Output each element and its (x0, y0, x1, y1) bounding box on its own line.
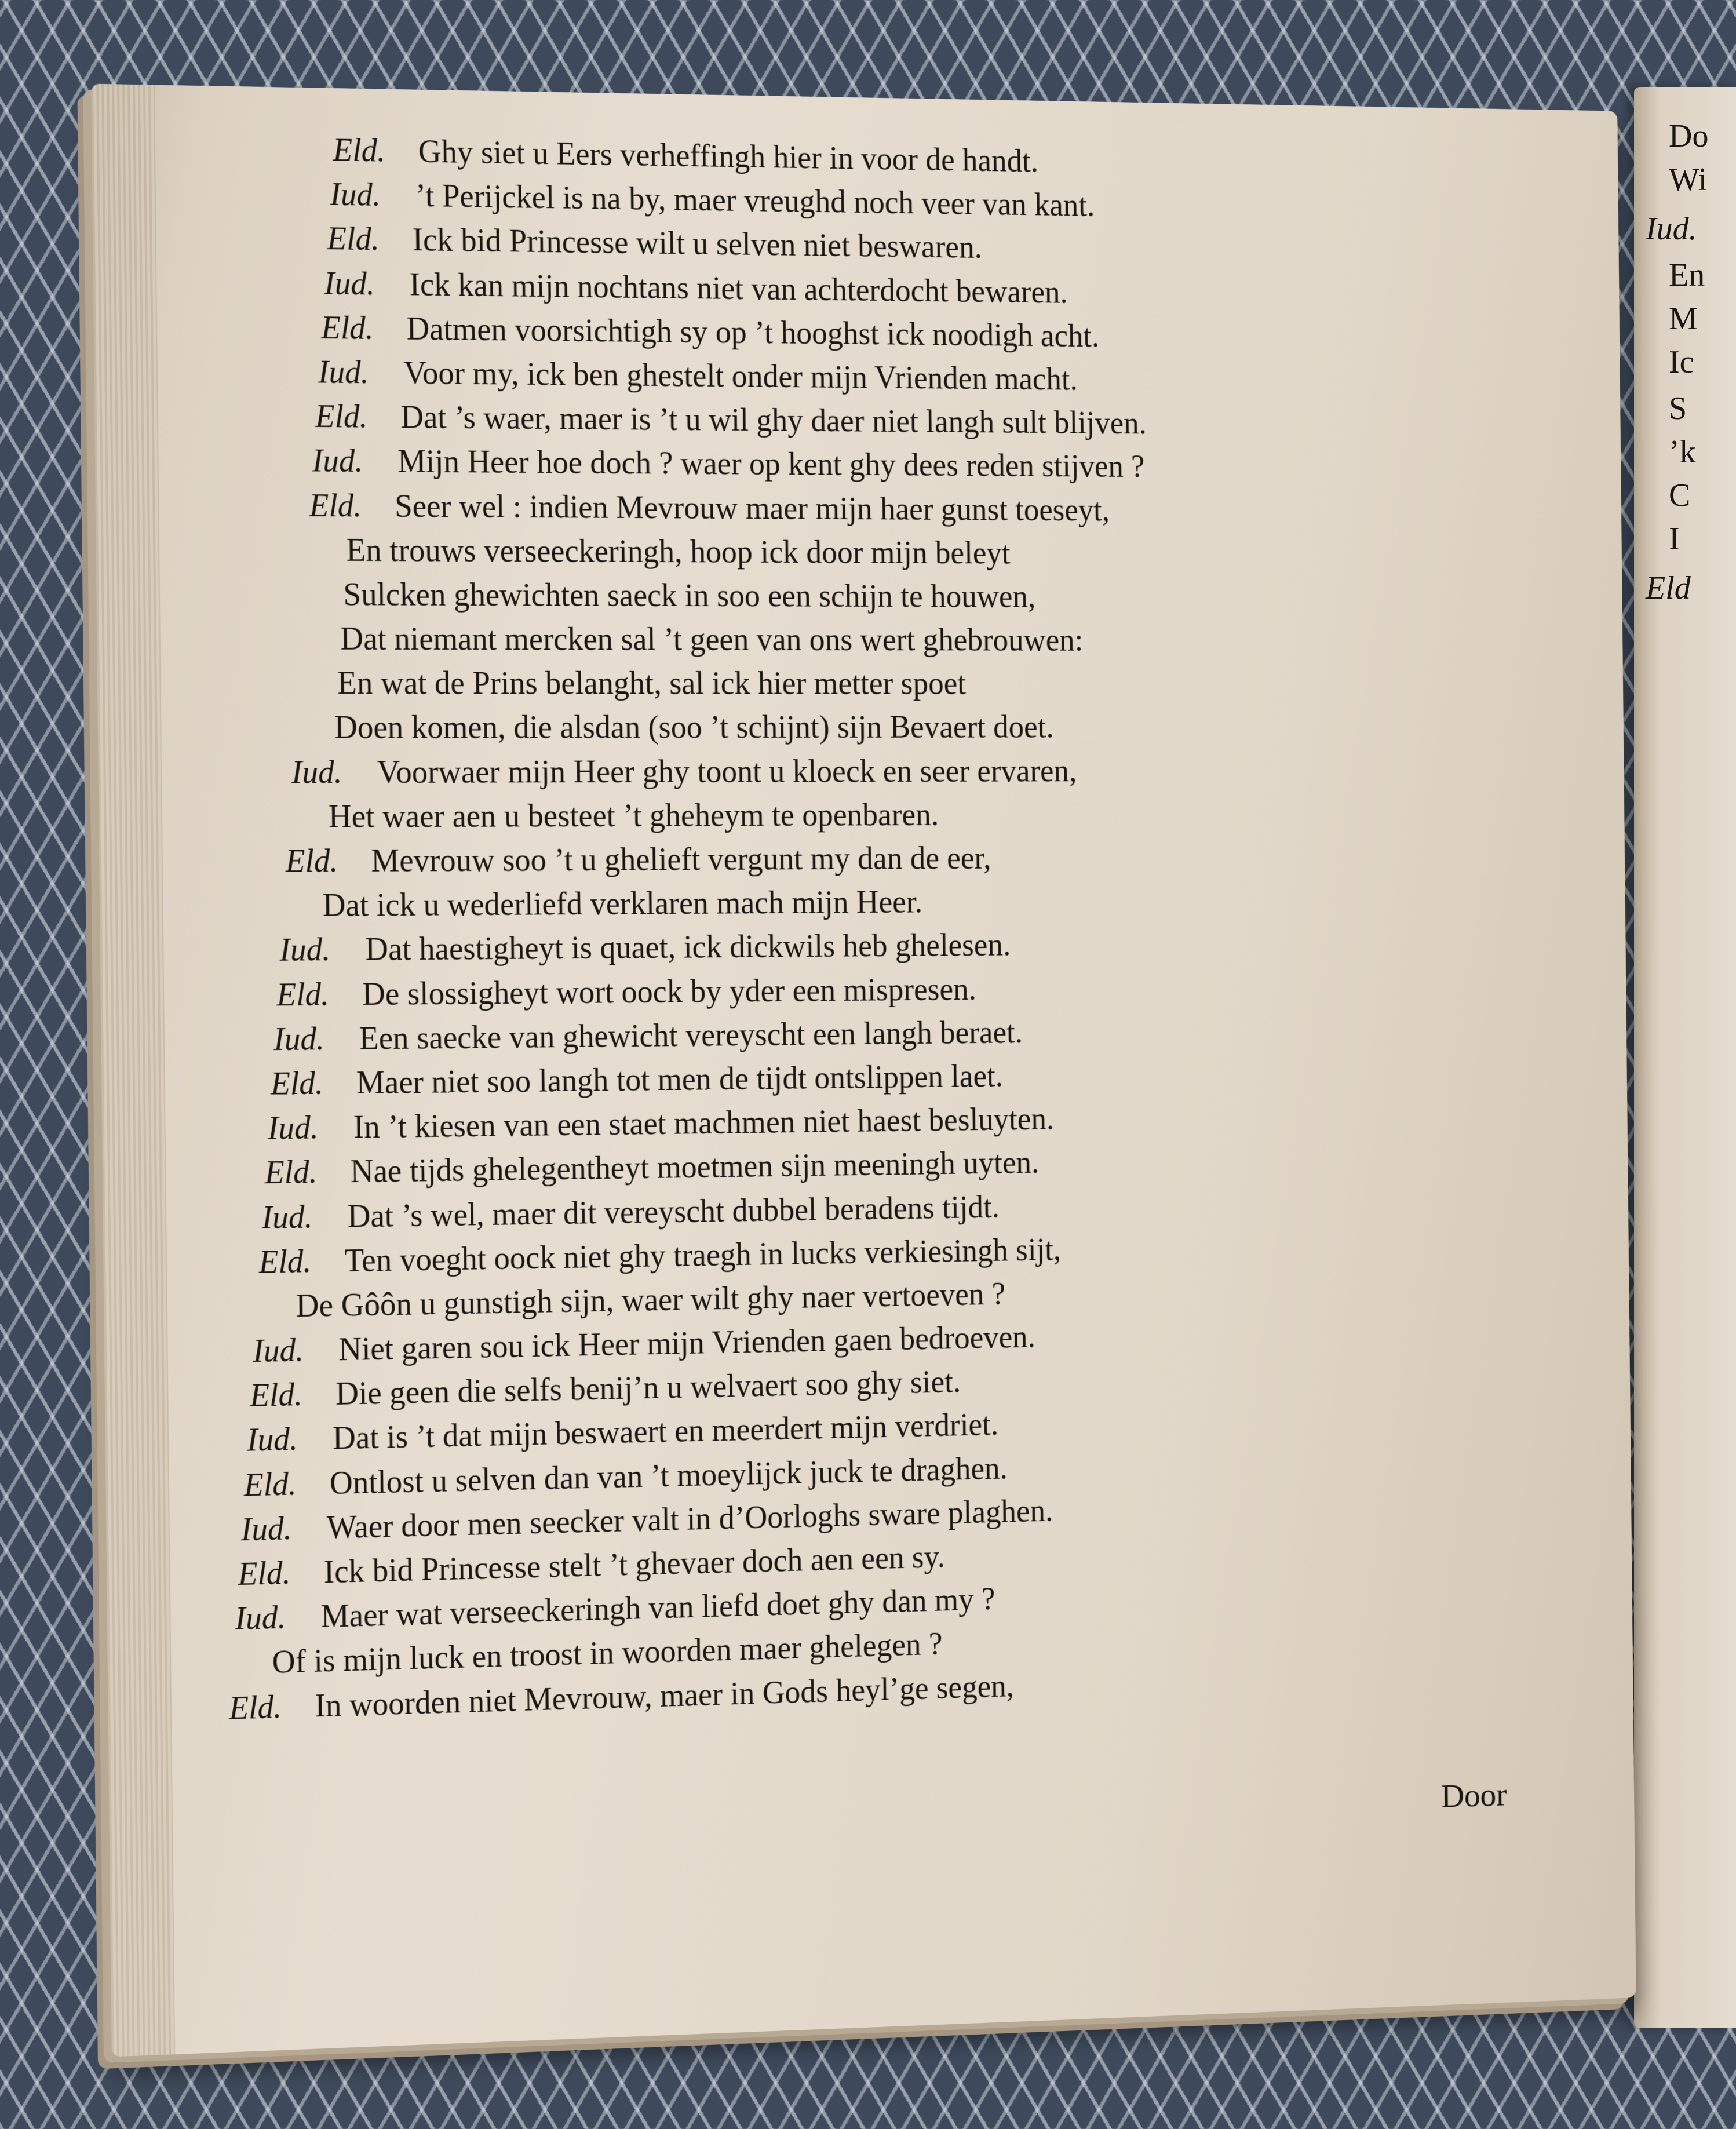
facing-page-fragment: S (1669, 391, 1687, 426)
verse-text: Maer wat verseeckeringh van liefd doet ghy dan my ? (320, 1581, 995, 1635)
verse-text: ’t Perijckel is na by, maer vreughd noch veer van kant. (415, 178, 1095, 224)
verse-text: In woorden niet Mevrouw, maer in Gods heyl’ge segen, (315, 1668, 1015, 1724)
dialogue-line (300, 617, 1450, 663)
speaker-name: Iud. (279, 932, 331, 969)
verse-text: Dat is ’t dat mijn beswaert en meerdert mijn verdriet. (332, 1407, 999, 1457)
catchword: Door (1440, 1776, 1507, 1815)
verse-text: Sulcken ghewichten saeck in soo een schijn te houwen, (343, 577, 1036, 615)
dialogue-line (291, 749, 1442, 795)
facing-page-fragment: C (1669, 477, 1691, 513)
verse-text: Datmen voorsichtigh sy op ’t hooghst ick noodigh acht. (406, 311, 1100, 354)
speaker-name: Eld. (315, 399, 368, 435)
speaker-name: Iud. (323, 265, 375, 302)
facing-page-fragment: Ic (1669, 344, 1694, 380)
dialogue-line (282, 878, 1433, 928)
verse-text: Dat ick u wederliefd verklaren mach mijn Heer. (322, 884, 923, 924)
speaker-name: Iud. (253, 1332, 304, 1370)
page-edge-stack (91, 84, 175, 2057)
speaker-name: Eld. (264, 1154, 318, 1191)
speaker-name: Eld. (228, 1689, 282, 1727)
facing-page-fragment: M (1669, 301, 1698, 337)
facing-page-fragment: Eld (1646, 570, 1691, 606)
facing-page (1634, 87, 1736, 2028)
dialogue-line (309, 484, 1458, 534)
verse-text: De slossigheyt wort oock by yder een mispresen. (362, 971, 977, 1012)
verse-text: Ick bid Princesse stelt ’t ghevaer doch aen een sy. (323, 1539, 946, 1591)
verse-text: Een saecke van ghewicht vereyscht een langh beraet. (359, 1015, 1023, 1057)
dialogue-line (303, 573, 1452, 620)
verse-text: Dat ’s waer, maer is ’t u wil ghy daer niet langh sult blijven. (400, 399, 1147, 442)
dialogue-line (312, 439, 1460, 491)
verse-text: Ick kan mijn nochtans niet van achterdocht bewaren. (409, 267, 1068, 310)
dialogue-line (297, 662, 1447, 706)
verse-text: Mijn Heer hoe doch ? waer op kent ghy dees reden stijven ? (397, 444, 1145, 485)
play-text (228, 129, 1495, 1728)
verse-text: In ’t kiesen van een staet machmen niet haest besluyten. (353, 1101, 1055, 1146)
verse-text: Voorwaer mijn Heer ghy toont u kloeck en seer ervaren, (377, 753, 1077, 790)
verse-text: De Gôôn u gunstigh sijn, waer wilt ghy naer vertoeven ? (296, 1276, 1006, 1324)
verse-text: Ghy siet u Eers verheffingh hier in voor de handt. (418, 133, 1039, 180)
facing-page-fragment: Do (1669, 118, 1709, 154)
verse-text: Maer niet soo langh tot men de tijdt ontslippen laet. (356, 1058, 1004, 1101)
verse-text: Dat niemant mercken sal ’t geen van ons wert ghebrouwen: (340, 621, 1084, 658)
dialogue-line (306, 528, 1455, 577)
facing-page-fragment: Iud. (1646, 211, 1697, 247)
speaker-name: Iud. (267, 1110, 319, 1147)
verse-text: Het waer aen u besteet ’t gheheym te openbaren. (328, 797, 939, 835)
speaker-name: Iud. (240, 1511, 292, 1548)
verse-text: Ten voeght oock niet ghy traegh in lucks verkiesingh sijt, (344, 1231, 1062, 1279)
verse-text: Dat ’s wel, maer dit vereyscht dubbel beradens tijdt. (347, 1189, 1000, 1235)
facing-page-fragment: I (1669, 521, 1680, 557)
verse-text: Ick bid Princesse wilt u selven niet beswaren. (412, 222, 983, 266)
speaker-name: Eld. (333, 132, 386, 169)
facing-page-fragment: ’k (1669, 434, 1696, 470)
verse-text: En wat de Prins belanght, sal ick hier metter spoet (337, 665, 967, 702)
speaker-name: Eld. (249, 1377, 303, 1415)
speaker-name: Iud. (312, 443, 363, 480)
speaker-name: Eld. (285, 843, 338, 880)
verse-text: En trouws verseeckeringh, hoop ick door mijn beleyt (346, 532, 1011, 571)
speaker-name: Iud. (261, 1199, 313, 1236)
verse-text: Seer wel : indien Mevrouw maer mijn haer gunst toeseyt, (394, 488, 1110, 528)
verse-text: Niet garen sou ick Heer mijn Vrienden gaen bedroeven. (338, 1319, 1036, 1368)
speaker-name: Eld. (270, 1065, 323, 1102)
speaker-name: Iud. (235, 1600, 286, 1638)
dialogue-line (288, 792, 1438, 840)
book-page (91, 84, 1636, 2057)
verse-text: Doen komen, die alsdan (soo ’t schijnt) sijn Bevaert doet. (334, 710, 1054, 746)
verse-text: Waer door men seecker valt in d’Oorloghs sware plaghen. (326, 1493, 1053, 1546)
speaker-name: Iud. (291, 754, 342, 790)
speaker-name: Eld. (276, 976, 330, 1013)
verse-text: Ontlost u selven dan van ’t moeylijck juck te draghen. (329, 1450, 1008, 1501)
speaker-name: Eld. (238, 1555, 291, 1593)
verse-text: Voor my, ick ben ghestelt onder mijn Vrienden macht. (403, 355, 1078, 398)
speaker-name: Eld. (327, 221, 380, 258)
dialogue-line (294, 706, 1444, 750)
verse-text: Die geen die selfs benij’n u welvaert soo ghy siet. (335, 1364, 961, 1413)
speaker-name: Iud. (330, 177, 381, 213)
facing-page-fragment: Wi (1669, 162, 1708, 198)
facing-page-fragment: En (1669, 257, 1705, 293)
speaker-name: Eld. (309, 487, 362, 524)
speaker-name: Eld. (243, 1466, 297, 1503)
speaker-name: Eld. (320, 310, 374, 347)
verse-text: Of is mijn luck en troost in woorden maer ghelegen ? (272, 1627, 943, 1681)
speaker-name: Iud. (273, 1021, 324, 1058)
speaker-name: Iud. (318, 354, 369, 391)
verse-text: Dat haestigheyt is quaet, ick dickwils heb ghelesen. (364, 928, 1011, 968)
verse-text: Mevrouw soo ’t u ghelieft vergunt my dan de eer, (371, 840, 991, 879)
speaker-name: Eld. (258, 1244, 312, 1281)
verse-text: Nae tijds ghelegentheyt moetmen sijn meeningh uyten. (350, 1145, 1040, 1190)
speaker-name: Iud. (246, 1421, 298, 1459)
dialogue-line (285, 835, 1435, 884)
